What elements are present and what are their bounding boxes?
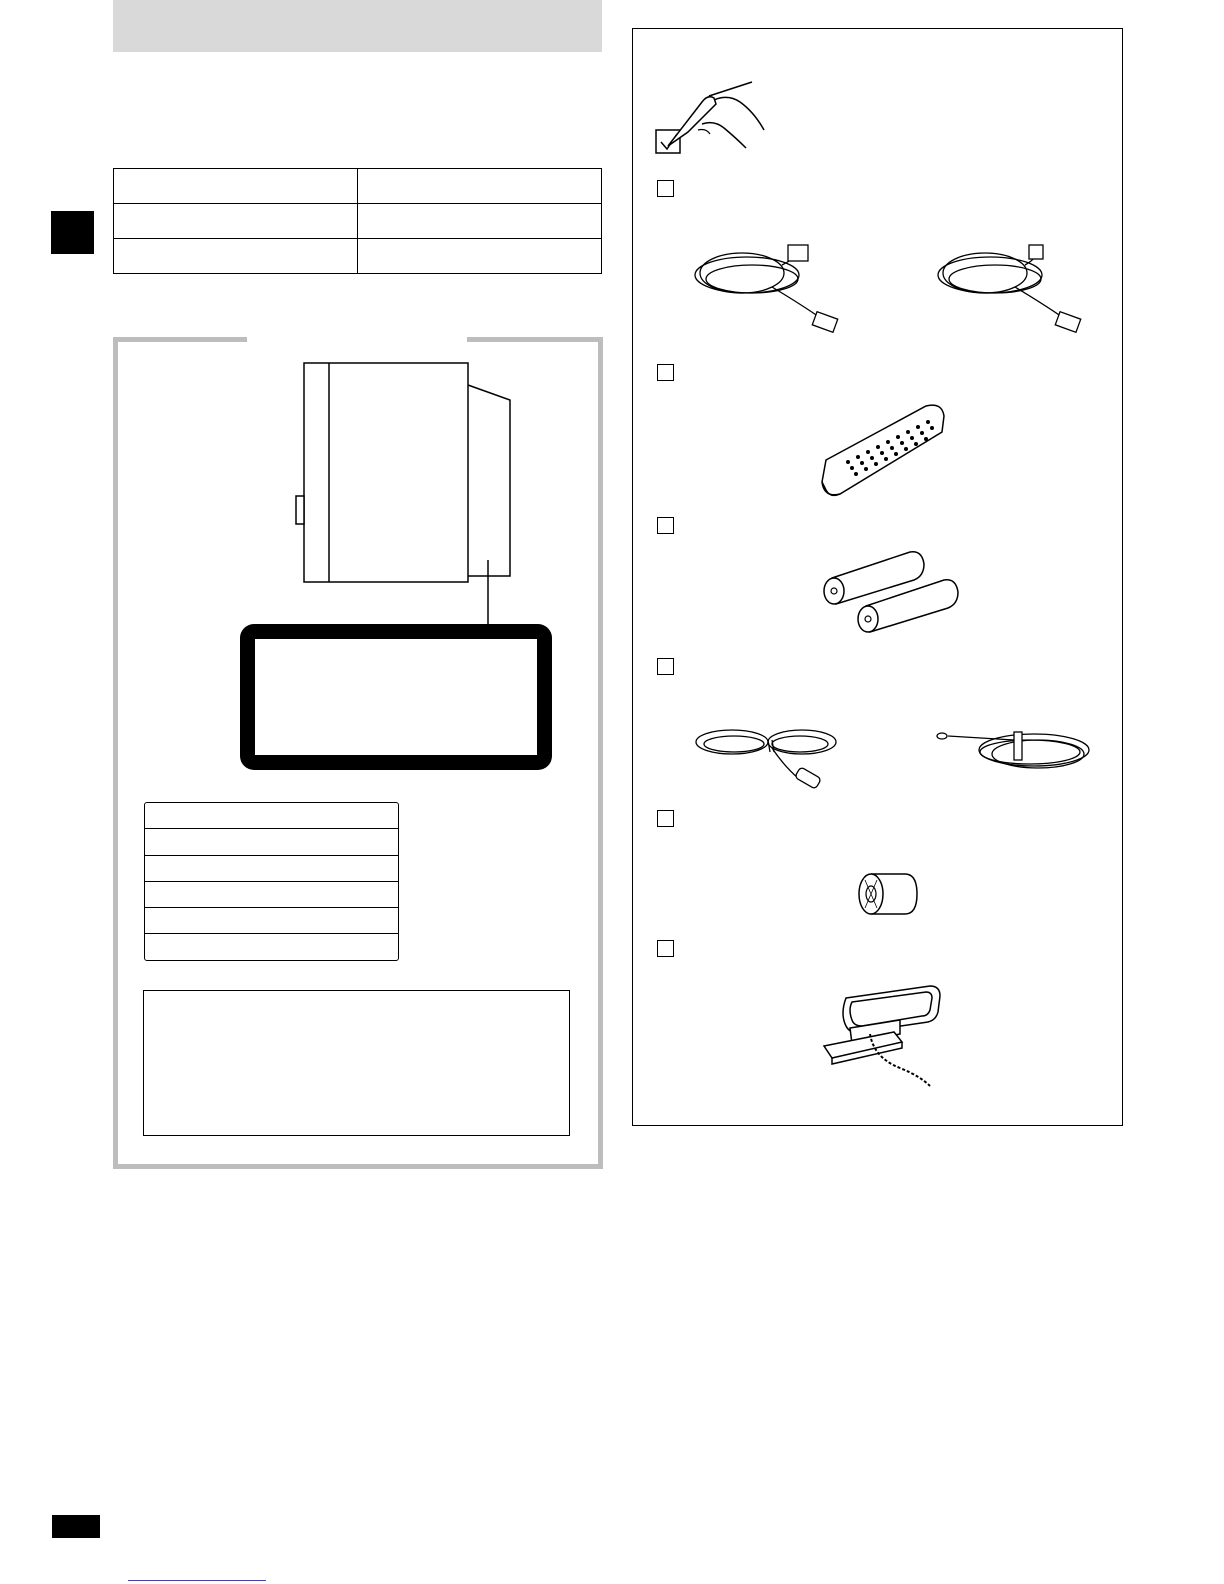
table-cell: [114, 204, 358, 239]
table-cell: [114, 239, 358, 274]
table-cell: [358, 239, 602, 274]
batteries-icon: [818, 546, 963, 636]
accessory-checkbox: [657, 810, 674, 827]
section-header-bar: [113, 0, 602, 52]
table-row: [114, 204, 602, 239]
label-info-list: [144, 802, 399, 961]
hand-check-icon: [654, 80, 769, 155]
list-item: [145, 803, 398, 829]
fm-antenna-icon: [694, 722, 839, 792]
fm-antenna-icon-2: [934, 722, 1094, 782]
accessory-checkbox: [657, 517, 674, 534]
footer-link-underline[interactable]: [128, 1580, 266, 1581]
table-cell: [114, 169, 358, 204]
ac-mains-lead-icon-2: [935, 245, 1085, 340]
remote-control-icon: [818, 402, 948, 498]
frame-heading-gap: [247, 330, 467, 346]
table-cell: [358, 204, 602, 239]
accessory-checkbox: [657, 940, 674, 957]
list-item: [145, 934, 398, 960]
table-row: [114, 239, 602, 274]
am-loop-antenna-icon: [820, 978, 945, 1090]
laser-caution-label: [240, 624, 552, 770]
notice-box: [143, 990, 570, 1136]
table-row: [114, 169, 602, 204]
page-number-tab: [52, 1515, 100, 1538]
table-cell: [358, 169, 602, 204]
list-item: [145, 829, 398, 855]
unit-side-view-illustration: [290, 360, 530, 630]
accessory-checkbox: [657, 658, 674, 675]
ac-mains-lead-icon: [692, 245, 842, 340]
ferrite-core-icon: [855, 870, 921, 920]
accessory-checkbox: [657, 364, 674, 381]
list-item: [145, 908, 398, 934]
language-side-tab: [51, 211, 94, 254]
list-item: [145, 856, 398, 882]
list-item: [145, 882, 398, 908]
spec-table: [113, 168, 602, 274]
accessory-checkbox: [657, 180, 674, 197]
